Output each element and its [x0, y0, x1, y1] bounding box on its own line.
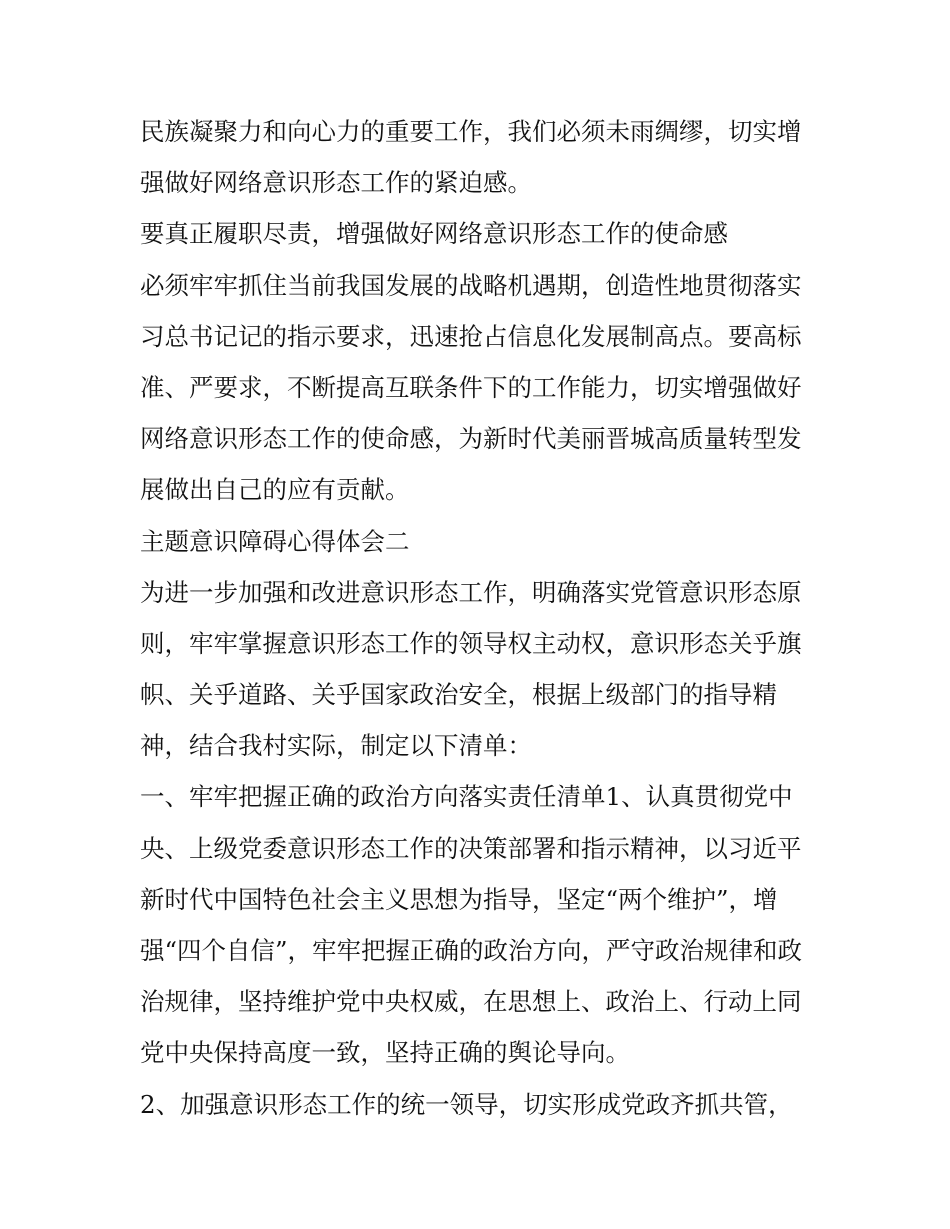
text-line: 强做好网络意识形态工作的紧迫感。 [140, 168, 532, 198]
text-line: 新时代中国特色社会主义思想为指导，坚定“两个维护”，增 [140, 884, 778, 914]
text-line: 帜、关乎道路、关乎国家政治安全，根据上级部门的指导精 [140, 680, 777, 710]
section-heading: 要真正履职尽责，增强做好网络意识形态工作的使命感 [140, 219, 728, 249]
document-body [140, 106, 820, 1130]
text-line: 神，结合我村实际，制定以下清单： [140, 731, 532, 761]
text-line: 一、牢牢把握正确的政治方向落实责任清单1、认真贯彻党中 [140, 782, 793, 812]
text-line: 为进一步加强和改进意识形态工作，明确落实党管意识形态原 [140, 577, 802, 607]
text-line: 央、上级党委意识形态工作的决策部署和指示精神，以习近平 [140, 833, 802, 863]
text-line: 网络意识形态工作的使命感，为新时代美丽晋城高质量转型发 [140, 424, 802, 454]
text-line: 强“四个自信”，牢牢把握正确的政治方向，严守政治规律和政 [140, 936, 803, 965]
section-heading: 主题意识障碍心得体会二 [140, 526, 410, 556]
text-line: 民族凝聚力和向心力的重要工作，我们必须未雨绸缪，切实增 [140, 117, 802, 146]
text-line: 展做出自己的应有贡献。 [140, 475, 410, 505]
text-line: 治规律，坚持维护党中央权威，在思想上、政治上、行动上同 [140, 987, 802, 1017]
text-line: 准、严要求，不断提高互联条件下的工作能力，切实增强做好 [140, 372, 802, 402]
text-line: 党中央保持高度一致，坚持正确的舆论导向。 [140, 1038, 630, 1068]
text-line: 则，牢牢掌握意识形态工作的领导权主动权，意识形态关乎旗 [140, 628, 802, 658]
text-line: 习总书记记的指示要求，迅速抢占信息化发展制高点。要高标 [140, 321, 802, 351]
text-line: 必须牢牢抓住当前我国发展的战略机遇期，创造性地贯彻落实 [140, 270, 802, 300]
text-line: 2、加强意识形态工作的统一领导，切实形成党政齐抓共管， [140, 1089, 793, 1119]
